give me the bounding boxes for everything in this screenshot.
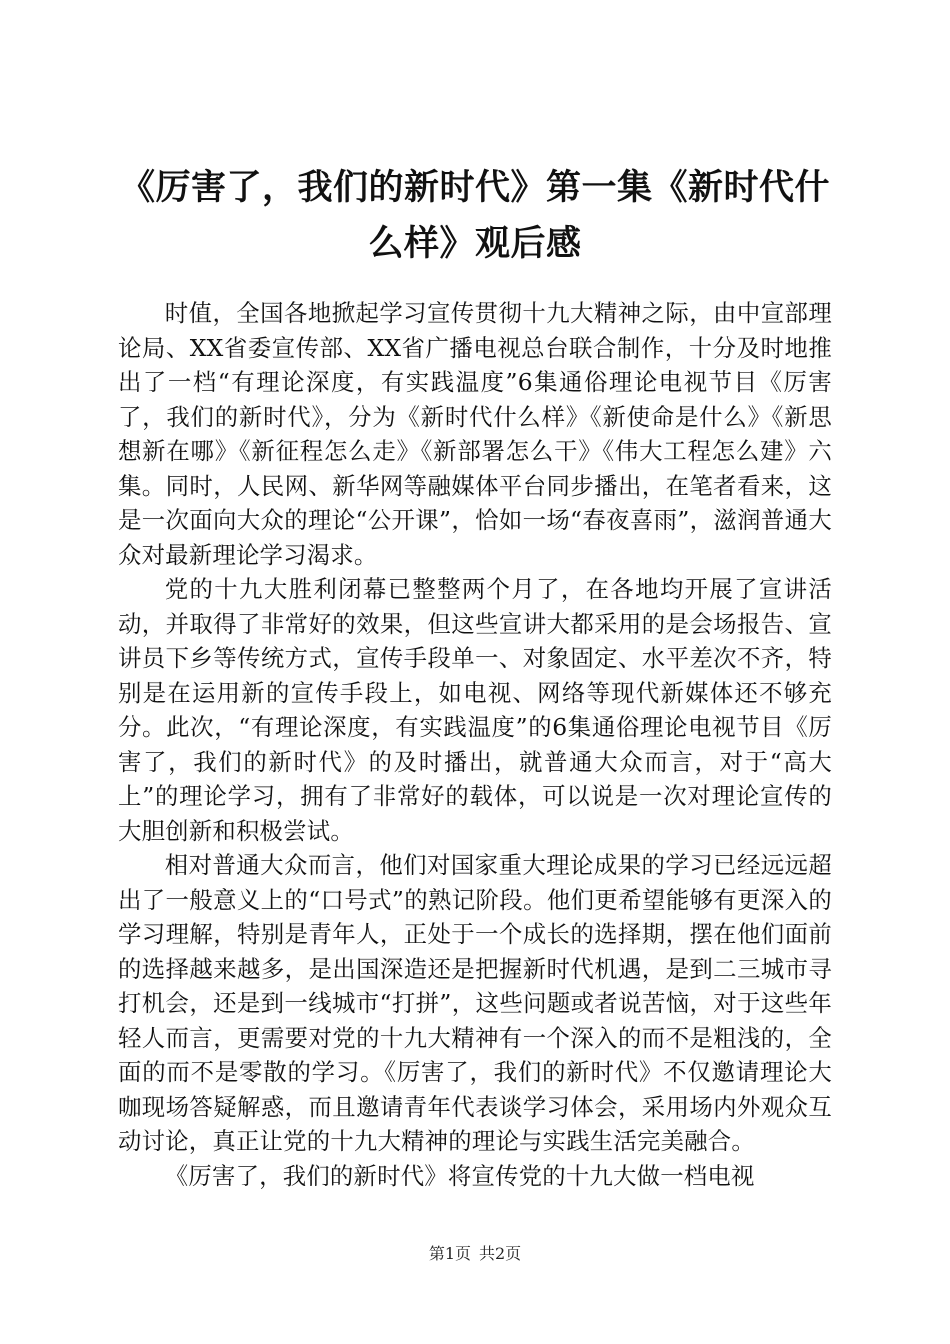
document-title-line-1: 《厉害了，我们的新时代》第一集《新时代什 — [119, 167, 830, 208]
document-body — [118, 296, 832, 1193]
paragraph-1: 时值，全国各地掀起学习宣传贯彻十九大精神之际，由中宣部理论局、XX省委宣传部、XX省广播电视总台联合制作，十分及时地推出了一档“有理论深度，有实践温度”6集通俗理论电视节目《厉害了，我们的新时代》，分为《新时代什么样》《新使命是什么》《新思想新在哪》《新征程怎么走》《新部署怎么干》《伟大工程怎么建》六集。同时，人民网、新华网等融媒体平台同步播出，在笔者看来，这是一次面向大众的理论“公开课”，恰如一场“春夜喜雨”，滋润普通大众对最新理论学习渴求。 — [118, 299, 832, 569]
page-number-current: 第1页 — [428, 1244, 471, 1263]
document-title — [118, 160, 832, 272]
paragraph-4: 《厉害了，我们的新时代》将宣传党的十九大做一档电视 — [164, 1161, 755, 1190]
page-number-total: 共2页 — [479, 1244, 522, 1263]
document-title-line-2: 么样》观后感 — [368, 223, 582, 264]
paragraph-2: 党的十九大胜利闭幕已整整两个月了，在各地均开展了宣讲活动，并取得了非常好的效果，但这些宣讲大都采用的是会场报告、宣讲员下乡等传统方式，宣传手段单一、对象固定、水平差次不齐，特别是在运用新的宣传手段上，如电视、网络等现代新媒体还不够充分。此次，“有理论深度，有实践温度”的6集通俗理论电视节目《厉害了，我们的新时代》的及时播出，就普通大众而言，对于“高大上”的理论学习，拥有了非常好的载体，可以说是一次对理论宣传的大胆创新和积极尝试。 — [118, 575, 832, 845]
paragraph-3: 相对普通大众而言，他们对国家重大理论成果的学习已经远远超出了一般意义上的“口号式”的熟记阶段。他们更希望能够有更深入的学习理解，特别是青年人，正处于一个成长的选择期，摆在他们面前的选择越来越多，是出国深造还是把握新时代机遇，是到二三城市寻打机会，还是到一线城市“打拼”，这些问题或者说苦恼，对于这些年轻人而言，更需要对党的十九大精神有一个深入的而不是粗浅的，全面的而不是零散的学习。《厉害了，我们的新时代》不仅邀请理论大咖现场答疑解惑，而且邀请青年代表谈学习体会，采用场内外观众互动讨论，真正让党的十九大精神的理论与实践生活完美融合。 — [118, 851, 832, 1155]
page-footer — [0, 1244, 950, 1264]
